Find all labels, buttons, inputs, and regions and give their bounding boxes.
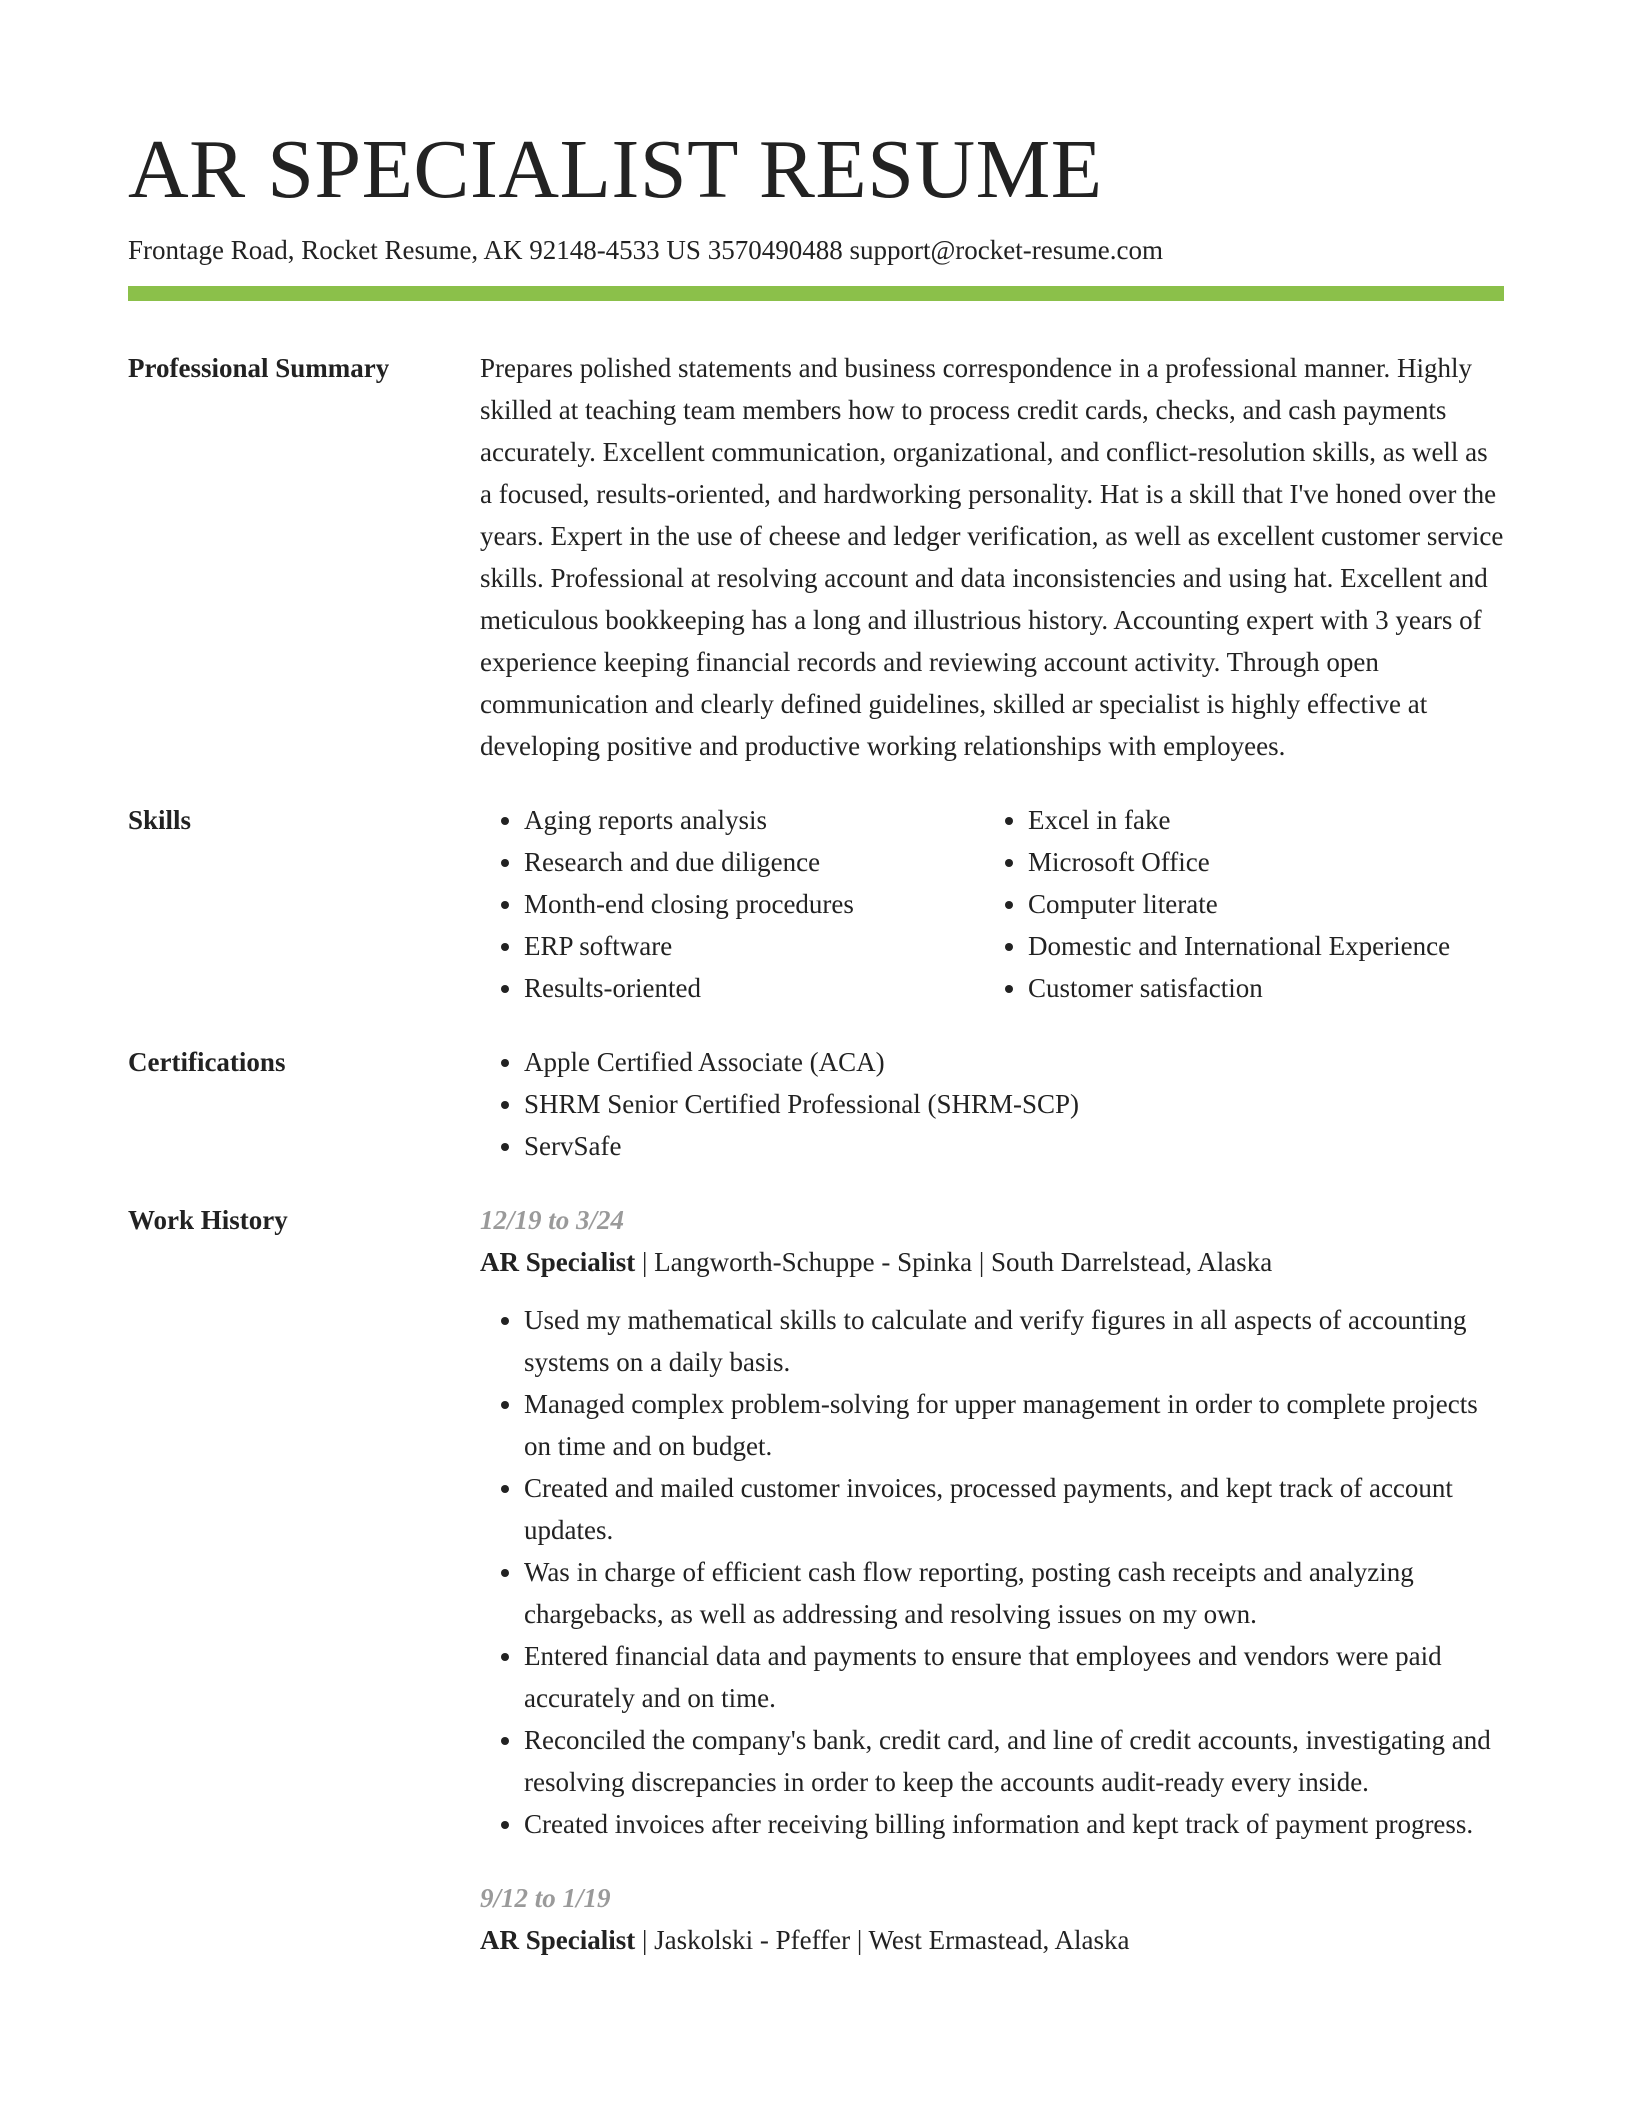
job-details: | Langworth-Schuppe - Spinka | South Darrelstead, Alaska xyxy=(635,1247,1273,1277)
job-bullet: • Managed complex problem-solving for upper management in order to complete projects on time and on budget. xyxy=(524,1383,1504,1467)
skill-item: • Microsoft Office xyxy=(1028,841,1488,883)
skill-item: • Results-oriented xyxy=(524,967,984,1009)
section-title-summary: Professional Summary xyxy=(128,353,390,383)
job-details: | Jaskolski - Pfeffer | West Ermastead, Alaska xyxy=(635,1925,1130,1955)
job-heading xyxy=(480,1919,1504,1961)
job-entry xyxy=(480,1877,1504,1961)
work-history-section xyxy=(128,1199,1504,1961)
skill-item: • Customer satisfaction xyxy=(1028,967,1488,1009)
job-dates: 9/12 to 1/19 xyxy=(480,1883,611,1913)
summary-section xyxy=(128,347,1504,767)
skill-item: • Research and due diligence xyxy=(524,841,984,883)
certification-item: • Apple Certified Associate (ACA) xyxy=(524,1041,1504,1083)
job-title: AR Specialist xyxy=(480,1925,636,1955)
work-history-list xyxy=(480,1199,1504,1961)
skills-column-left xyxy=(480,799,984,1009)
certification-item: • SHRM Senior Certified Professional (SHRM-SCP) xyxy=(524,1083,1504,1125)
skill-item: • Domestic and International Experience xyxy=(1028,925,1488,967)
certification-item: • ServSafe xyxy=(524,1125,1504,1167)
skills-column-right xyxy=(984,799,1488,1009)
section-title-skills: Skills xyxy=(128,805,192,835)
resume-page xyxy=(128,120,1504,1961)
summary-text: Prepares polished statements and business correspondence in a professional manner. Highly skilled at teaching team members how to process credit cards, checks, and cash payments accurately. Excellent communication, organizational, and conflict-resolution skills, as well as a focused, results-oriented, and hardworking personality. Hat is a skill that I've honed over the years. Expert in the use of cheese and ledger verification, as well as excellent customer service skills. Professional at resolving account and data inconsistencies and using hat. Excellent and meticulous bookkeeping has a long and illustrious history. Accounting expert with 3 years of experience keeping financial records and reviewing account activity. Through open communication and clearly defined guidelines, skilled ar specialist is highly effective at developing positive and productive working relationships with employees. xyxy=(480,353,1504,761)
job-bullet: • Created invoices after receiving billing information and kept track of payment progress. xyxy=(524,1803,1504,1845)
job-bullet: • Was in charge of efficient cash flow reporting, posting cash receipts and analyzing chargebacks, as well as addressing and resolving issues on my own. xyxy=(524,1551,1504,1635)
job-bullet: • Reconciled the company's bank, credit card, and line of credit accounts, investigating and resolving discrepancies in order to keep the accounts audit-ready every inside. xyxy=(524,1719,1504,1803)
skills-list xyxy=(480,799,1504,1009)
job-bullet: • Entered financial data and payments to ensure that employees and vendors were paid accurately and on time. xyxy=(524,1635,1504,1719)
skill-item: • Aging reports analysis xyxy=(524,799,984,841)
job-bullets xyxy=(480,1299,1504,1845)
section-title-certifications: Certifications xyxy=(128,1047,286,1077)
job-entry xyxy=(480,1199,1504,1845)
certifications-list xyxy=(480,1041,1504,1167)
job-bullet: • Used my mathematical skills to calculate and verify figures in all aspects of accounting systems on a daily basis. xyxy=(524,1299,1504,1383)
skills-section xyxy=(128,799,1504,1009)
section-title-work-history: Work History xyxy=(128,1205,288,1235)
skill-item: • Excel in fake xyxy=(1028,799,1488,841)
contact-line: Frontage Road, Rocket Resume, AK 92148-4533 US 3570490488 support@rocket-resume.com xyxy=(128,235,1163,265)
skill-item: • Month-end closing procedures xyxy=(524,883,984,925)
resume-name: AR SPECIALIST RESUME xyxy=(128,123,1103,216)
skill-item: • Computer literate xyxy=(1028,883,1488,925)
job-dates: 12/19 to 3/24 xyxy=(480,1205,625,1235)
skill-item: • ERP software xyxy=(524,925,984,967)
certifications-section xyxy=(128,1041,1504,1167)
job-bullet: • Created and mailed customer invoices, processed payments, and kept track of account updates. xyxy=(524,1467,1504,1551)
header-divider xyxy=(128,286,1504,301)
job-title: AR Specialist xyxy=(480,1247,636,1277)
job-heading xyxy=(480,1241,1504,1283)
